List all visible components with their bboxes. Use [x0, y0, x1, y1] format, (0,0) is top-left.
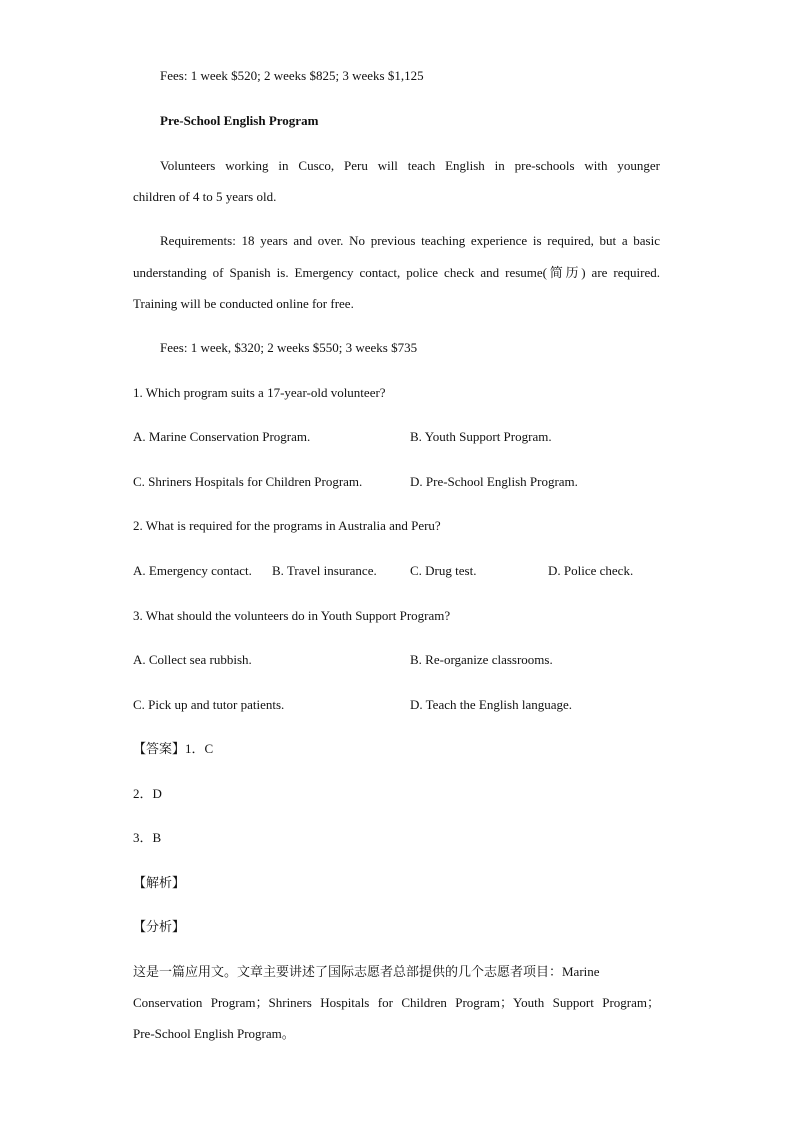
question-1-option-c: C. Shriners Hospitals for Children Program. — [133, 474, 363, 489]
question-1-option-d: D. Pre-School English Program. — [410, 474, 578, 489]
preschool-desc-line-2: children of 4 to 5 years old. — [133, 189, 277, 204]
answer-line-1: 【答案】1．C — [133, 741, 214, 756]
analysis-subheading: 【分析】 — [133, 919, 186, 934]
requirements-line-3: Training will be conducted online for free. — [133, 296, 354, 311]
fees-preschool: Fees: 1 week, $320; 2 weeks $550; 3 weeks $735 — [160, 340, 418, 355]
analysis-line-3: Pre-School English Program。 — [133, 1026, 295, 1041]
question-3-option-c: C. Pick up and tutor patients. — [133, 697, 285, 712]
analysis-line-2: Conservation Program；Shriners Hospitals for Children Program；Youth Support Program； — [133, 995, 660, 1010]
answer-line-3: 3．B — [133, 830, 162, 845]
question-1-option-b: B. Youth Support Program. — [410, 429, 552, 444]
requirements-line-1: Requirements: 18 years and over. No previous teaching experience is required, but a basic — [160, 233, 660, 248]
fees-previous-program: Fees: 1 week $520; 2 weeks $825; 3 weeks $1,125 — [160, 68, 424, 83]
question-2-option-d: D. Police check. — [548, 563, 634, 578]
requirements-line-2: understanding of Spanish is. Emergency contact, police check and resume(简历) are required. — [133, 265, 660, 280]
question-1-option-a: A. Marine Conservation Program. — [133, 429, 311, 444]
question-3-option-b: B. Re-organize classrooms. — [410, 652, 553, 667]
question-3-option-a: A. Collect sea rubbish. — [133, 652, 252, 667]
question-1-stem: 1. Which program suits a 17-year-old volunteer? — [133, 385, 386, 400]
question-2-option-c: C. Drug test. — [410, 563, 477, 578]
question-2-stem: 2. What is required for the programs in Australia and Peru? — [133, 518, 441, 533]
preschool-heading: Pre-School English Program — [160, 113, 319, 128]
analysis-heading: 【解析】 — [133, 875, 186, 890]
question-3-option-d: D. Teach the English language. — [410, 697, 573, 712]
question-3-stem: 3. What should the volunteers do in Youth Support Program? — [133, 608, 451, 623]
preschool-desc-line-1: Volunteers working in Cusco, Peru will teach English in pre-schools with younger — [160, 158, 660, 173]
analysis-line-1: 这是一篇应用文。文章主要讲述了国际志愿者总部提供的几个志愿者项目：Marine — [133, 964, 600, 979]
question-2-option-a: A. Emergency contact. — [133, 563, 252, 578]
question-2-option-b: B. Travel insurance. — [272, 563, 377, 578]
answer-line-2: 2．D — [133, 786, 162, 801]
